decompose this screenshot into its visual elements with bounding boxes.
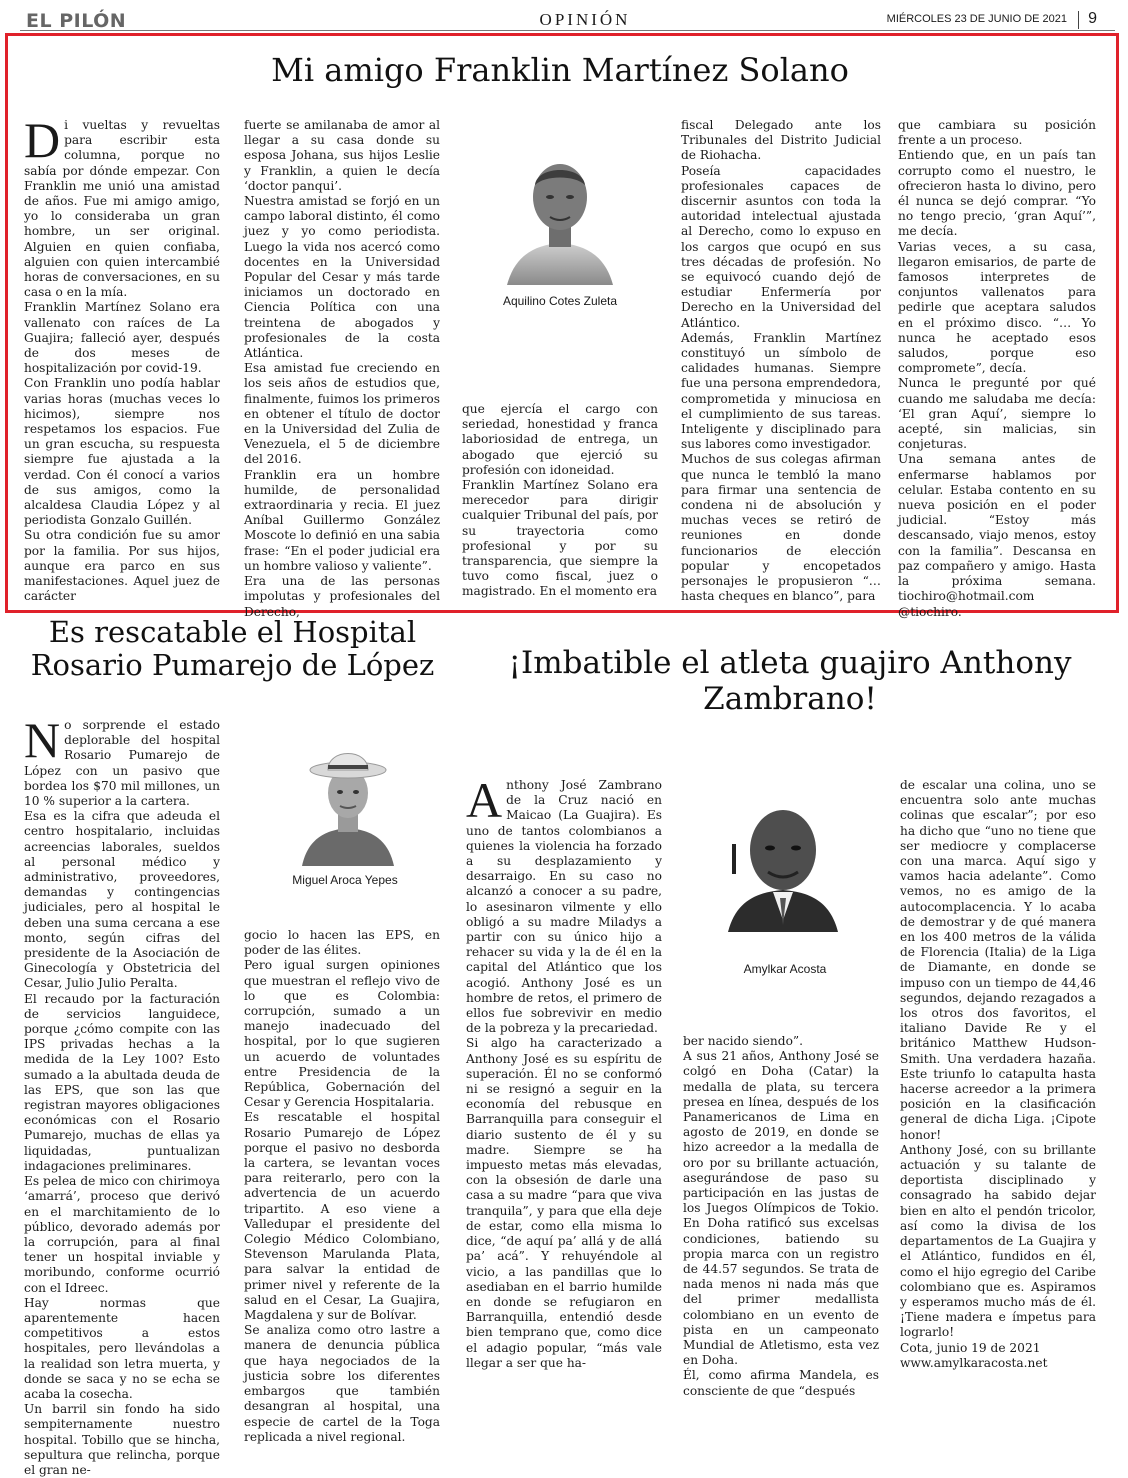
article2-column-1 — [24, 712, 220, 1477]
photo-caption-aquilino: Aquilino Cotes Zuleta — [502, 294, 618, 308]
paragraph: fuerte se amilanaba de amor al llegar a su casa donde su esposa Johana, sus hijos Leslie y Franklin, a quien le decía ‘doctor panqui’. — [244, 118, 440, 193]
paragraph: Nuestra amistad se forjó en un campo laboral distinto, él como juez y yo como periodista. Luego la vida nos acercó como docentes en la Universidad Popular del Cesar y más tarde iniciamos un doctorado en Ciencia Política con una treintena de abogados y profesionales de la costa Atlántica. — [244, 194, 440, 361]
article1-col1-text — [24, 112, 220, 605]
paragraph: Su otra condición fue su amor por la familia. Por sus hijos, aunque era parco en sus manifestaciones. Aquel juez de carácter — [24, 528, 220, 604]
paragraph: de escalar una colina, uno se encuentra solo ante muchas colinas que escalar”; por eso ha dicho que “uno no tiene que ser mediocre y complacerse con una marca. Aquí sigo y vamos hacia adelante”. Como vemos, no es amigo de la autocomplacencia. Y lo acaba de demostrar y de qué manera en los 400 metros de la válida de Florencia (Italia) de la Liga de Diamante, en donde se impuso con un tiempo de 44,46 segundos, dejando rezagados a los otros dos favoritos, el italiano Davide Re y el británico Matthew Hudson-Smith. Una verdadera hazaña. Este triunfo lo catapulta hasta hacerse acreedor a la primera posición en la clasificación general de dicha Liga. ¡Cipote honor! — [900, 778, 1096, 1142]
paragraph: Entiendo que, en un país tan corrupto como el nuestro, le ofrecieron hasta lo divino, pero él nunca se dejó comprar. “Yo no tengo precio, ‘gran Aquí’”, me decía. — [898, 148, 1096, 239]
paragraph: Es pelea de mico con chirimoya ‘amarrá’, proceso que derivó en el marchitamiento de lo público, devorado además por la corrupción, para al final tener un hospital inviable y moribundo, conforme ocurrió con el Idreec. — [24, 1174, 220, 1295]
article1-column-4 — [681, 118, 881, 604]
divider — [1078, 11, 1079, 29]
paragraph: Franklin Martínez Solano era vallenato con raíces de La Guajira; falleció ayer, después de dos meses de hospitalización por covid-19. — [24, 300, 220, 376]
article3-col1-text — [466, 772, 662, 1371]
paragraph: Esa es la cifra que adeuda el centro hospitalario, incluidas acreencias laborales, sueldos al personal médico y administrativo, proveedores, demandas y contingencias judiciales, pero al hospital le deben una suma cercana a ese monto, según cifras del presidente de la Asociación de Ginecología y Obstetricia del Cesar, Julio Julio Peralta. — [24, 809, 220, 991]
article2-title: Es rescatable el Hospital Rosario Pumarejo de López — [30, 615, 435, 683]
photo-caption-miguel: Miguel Aroca Yepes — [292, 873, 398, 887]
paragraph: que cambiara su posición frente a un proceso. — [898, 118, 1096, 148]
paragraph: Un barril sin fondo ha sido sempiternamente nuestro hospital. Tobillo que se hincha, sepultura que relincha, porque el gran ne- — [24, 1402, 220, 1477]
paragraph: gocio lo hacen las EPS, en poder de las élites. — [244, 928, 440, 958]
paragraph: Una semana antes de enfermarse hablamos por celular. Estaba contento en su nueva posición en el poder judicial. “Estoy más descansado, viajo menos, estoy con la familia”. Descansa en paz compañero y amigo. Hasta la próxima semana. tiochiro@hotmail.com @tiochiro. — [898, 452, 1096, 619]
paragraph: Cota, junio 19 de 2021 — [900, 1340, 1041, 1355]
article3-column-3 — [900, 778, 1096, 1418]
article3-col3-text — [900, 778, 1096, 1371]
paragraph: i vueltas y revueltas para escribir esta columna, porque no sabía por dónde empezar. Con Franklin me unió una amistad de años. Fue mi amigo amigo, yo lo consideraba un gran hombre, un ser original. Alguien en quien confiaba, alguien con quien intercambié horas de conversaciones, en su casa o en la mía. — [24, 118, 220, 300]
article1-col3-text — [462, 402, 658, 600]
paragraph: Muchos de sus colegas afirman que nunca le tembló la mano para firmar una sentencia de condena ni de absolución y muchas veces se retiró de reuniones en donde funcionarios de elección popular y encopetados personajes le propusieron “… hasta cheques en blanco”, para — [681, 452, 881, 604]
paragraph: Pero igual surgen opiniones que muestran el reflejo vivo de lo que es Colombia: corrupción, sumado a un manejo inadecuado del hospital, por lo que sugieren un acuerdo de voluntades entre Presidencia de la República, Gobernación del Cesar y Gerencia Hospitalaria. — [244, 958, 440, 1110]
author-photo-amylkar — [728, 800, 838, 932]
article1-col5-text — [898, 118, 1096, 620]
article1-col2-text — [244, 118, 440, 620]
paragraph: o sorprende el estado deplorable del hospital Rosario Pumarejo de López con un pasivo que bordea los $70 mil millones, un 10 % superior a la cartera. — [24, 718, 220, 809]
article3-column-1 — [466, 772, 662, 1418]
paragraph: Franklin era un hombre humilde, de personalidad extraordinaria y recia. El juez Aníbal Guillermo González Moscote lo definió en una sabia frase: “En el poder judicial era un hombre valioso y valiente”. — [244, 467, 440, 573]
article1-dropcap: D — [24, 112, 61, 168]
article1-title: Mi amigo Franklin Martínez Solano — [271, 51, 849, 89]
article3-title: ¡Imbatible el atleta guajiro Anthony Zambrano! — [508, 645, 1072, 717]
paragraph: Con Franklin uno podía hablar varias horas (muchas veces lo hicimos), siempre nos respetamos los espacios. Fue un gran escucha, su respuesta siempre fue ajustada a la verdad. Con él conocí a varios de sus amigos, como la alcaldesa Claudia López y al periodista Gonzalo Guillén. — [24, 376, 220, 528]
paragraph: www.amylkaracosta.net — [900, 1355, 1048, 1370]
photo-caption-amylkar: Amylkar Acosta — [743, 962, 827, 976]
paragraph: Poseía capacidades profesionales capaces de discernir asuntos con toda la autoridad intelectual ajustada al Derecho, como lo expuso en los cargos que ocupó en sus tres décadas de profesión. No se equivocó cuando dejó de estudiar Enfermería por Derecho en la Universidad del Atlántico. — [681, 163, 881, 330]
article1-col4-text — [681, 118, 881, 605]
article2-dropcap: N — [24, 712, 61, 768]
paragraph: Era una de las personas impolutas y profesionales del Derecho, — [244, 574, 440, 619]
article1-column-2 — [244, 118, 440, 619]
paragraph: Nunca le pregunté por qué cuando me saludaba me decía: ‘El gran Aquí’, siempre lo acepté, sin malicias, sin conjeturas. — [898, 376, 1096, 452]
paragraph: nthony José Zambrano de la Cruz nació en Maicao (La Guajira). Es uno de tantos colombianos a quienes la violencia ha forzado a su desplazamiento y desarraigo. En su caso no alcanzó a conocer a su padre, lo asesinaron vilmente y ello obligó a su madre Miladys a partir con su único hijo a rehacer su vida y la de él en la capital del Atlántico que los acogió. Anthony José es un hombre de retos, el primero de ellos fue sobrevivir en medio de la pobreza y la precariedad. — [466, 778, 662, 1036]
article2-column-2 — [244, 928, 440, 1444]
article1-column-1 — [24, 112, 220, 604]
paragraph: ber nacido siendo”. — [683, 1034, 804, 1048]
paragraph: A sus 21 años, Anthony José se colgó en Doha (Catar) la medalla de plata, su tercera presea en línea, después de los Panamericanos de Lima en agosto de 2019, en donde se hizo acreedor a la medalla de oro por su brillante actuación, asegurándose de paso su participación en las justas de los Juegos Olímpicos de Tokio. En Doha ratificó sus excelsas condiciones, batiendo su propia marca con un registro de 44.57 segundos. Se trata de nada menos ni nada más que del primer medallista colombiano en un evento de pista en un campeonato Mundial de Atletismo, esta vez en Doha. — [683, 1049, 879, 1368]
paragraph: que ejercía el cargo con seriedad, honestidad y franca laboriosidad de entrega, un abogado que ejerció su profesión con idoneidad. — [462, 402, 658, 477]
paragraph: Es rescatable el hospital Rosario Pumarejo de López porque el pasivo no desborda la cartera, se levantan voces para reiterarlo, pero con la advertencia de un acuerdo tripartito. A eso viene a Valledupar el presidente del Colegio Médico Colombiano, Stevenson Marulanda Plata, para salvar la entidad de primer nivel y referente de la salud en el Cesar, La Guajira, Magdalena y sur de Bolívar. — [244, 1110, 440, 1323]
article3-dropcap: A — [466, 772, 503, 828]
author-photo-miguel — [298, 738, 398, 866]
article2-col1-text — [24, 712, 220, 1478]
paragraph: Esa amistad fue creciendo en los seis años de estudios que, finalmente, fuimos los primeros en obtener el título de doctor en la Universidad del Zulia de Venezuela, el 5 de diciembre del 2016. — [244, 361, 440, 467]
paragraph: Varias veces, a su casa, llegaron emisarios, de parte de famosos interpretes de conjuntos vallenatos para pedirle que aceptara saludos en el próximo disco. “… Yo nunca he aceptado esos saludos, porque eso compromete”, decía. — [898, 239, 1096, 376]
paragraph: Anthony José, con su brillante actuación y su talante de deportista disciplinado y consagrado ha sabido dejar bien en alto el pendón tricolor, así como la divisa de los departamentos de La Guajira y el Atlántico, fundidos en él, como el hijo egregio del Caribe colombiano que es. Aspiramos y esperamos mucho más de él. ¡Tiene madera e ímpetus para lograrlo! — [900, 1142, 1096, 1340]
paragraph: Si algo ha caracterizado a Anthony José es su espíritu de superación. Él no se conformó ni se resignó a seguir en la economía del rebusque en Barranquilla para conseguir el diario sustento de él y su madre. Siempre se ha impuesto metas más elevadas, con la obsesión de darle una casa a su madre “para que viva tranquila”, y para que ella deje de estar, como ella misma lo dice, “de aquí pa’ allá y de allá pa’ acá”. Y rehuyéndole al vicio, a las pandillas que lo asediaban en el barrio humilde en donde se refugiaron en Barranquilla, entendió desde bien temprano que, como dice el adagio popular, “más vale llegar a ser que ha- — [466, 1036, 662, 1370]
paragraph: Franklin Martínez Solano era merecedor para dirigir cualquier Tribunal del país, por su trayectoria como profesional y por su transparencia, que siempre la tuvo como fiscal, juez o magistrado. En el momento era — [462, 478, 658, 599]
paragraph: Él, como afirma Mandela, es consciente de que “después — [683, 1368, 879, 1398]
newspaper-logo: EL PILÓN — [26, 10, 127, 32]
article3-col2-text — [683, 1034, 879, 1399]
paragraph: Además, Franklin Martínez constituyó un símbolo de calidades humanas. Siempre fue una persona emprendedora, comprometida y minuciosa en el cumplimiento de sus tareas. Inteligente y disciplinado para sus labores como investigador. — [681, 330, 881, 452]
author-photo-aquilino — [505, 145, 615, 285]
paragraph: fiscal Delegado ante los Tribunales del Distrito Judicial de Riohacha. — [681, 118, 881, 163]
article3-column-2 — [683, 1034, 879, 1418]
masthead — [20, 8, 1115, 31]
paragraph: Hay normas que aparentemente hacen competitivos a estos hospitales, pero llevándolas a la realidad son letra muerta, y donde se saca y no se echa se acaba la cosecha. — [24, 1295, 220, 1401]
article2-col2-text — [244, 928, 440, 1445]
article1-column-3 — [462, 402, 658, 599]
article1-column-5 — [898, 118, 1096, 619]
page-number: 9 — [1088, 10, 1097, 27]
section-name: OPINIÓN — [539, 10, 631, 29]
issue-date: MIÉRCOLES 23 DE JUNIO DE 2021 — [886, 13, 1067, 25]
paragraph: El recaudo por la facturación de servicios languidece, porque ¿cómo compite con las IPS privadas hechas a la medida de la Ley 100? Esto sumado a la abultada deuda de las EPS, que son las que registran mayores obligaciones económicas con el Rosario Pumarejo, muchas de ellas ya liquidadas, puntualizan indagaciones preliminares. — [24, 991, 220, 1173]
paragraph: Se analiza como otro lastre a manera de denuncia pública que haya negociados de la justicia sobre los diferentes embargos que también desangran al hospital, una especie de cartel de la Toga replicada a nivel regional. — [244, 1323, 440, 1444]
